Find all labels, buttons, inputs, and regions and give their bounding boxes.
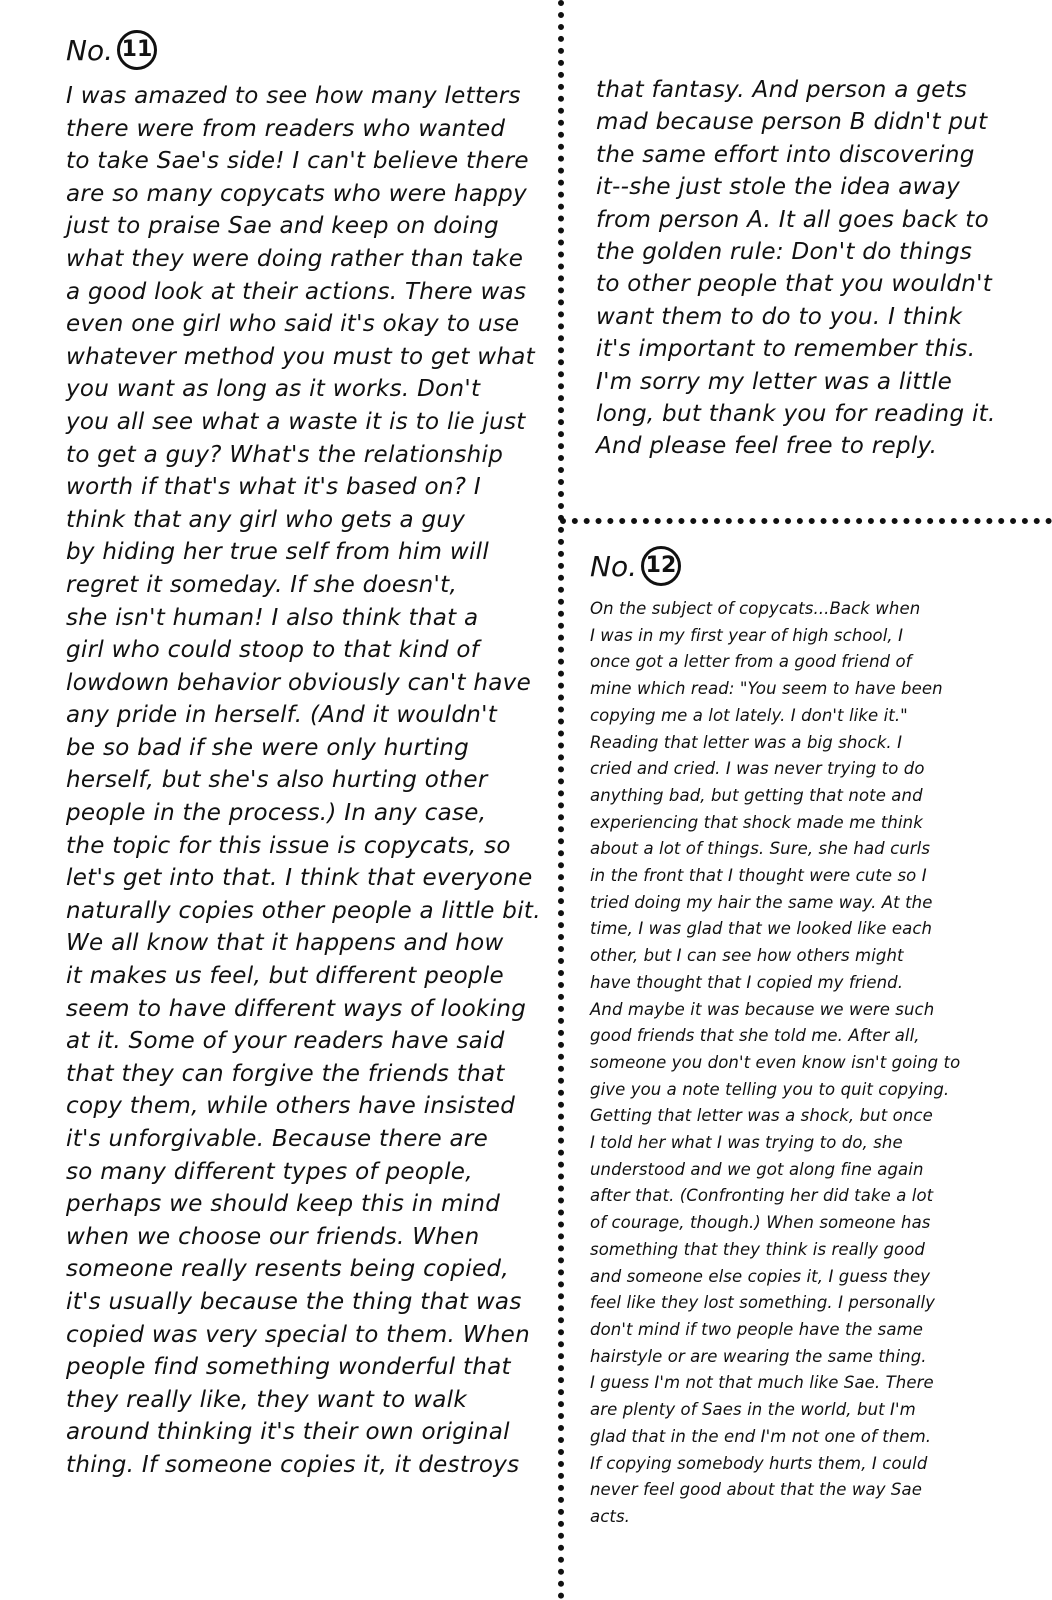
text-line: it's important to remember this. <box>596 336 976 363</box>
text-line: copy them, while others have insisted <box>66 1093 516 1120</box>
text-line: are plenty of Saes in the world, but I'm <box>590 1400 916 1420</box>
letter-11-body <box>66 80 546 1482</box>
text-line: We all know that it happens and how <box>66 930 504 957</box>
text-line: naturally copies other people a little bit. <box>66 897 541 924</box>
text-line: from person A. It all goes back to <box>596 206 989 233</box>
text-line: I'm sorry my letter was a little <box>596 368 953 395</box>
text-line: have thought that I copied my friend. <box>590 972 904 992</box>
text-line: understood and we got along fine again <box>590 1159 924 1179</box>
text-line: once got a letter from a good friend of <box>590 652 912 672</box>
letter-12-body <box>590 596 1010 1531</box>
text-line: of courage, though.) When someone has <box>590 1213 931 1233</box>
text-line: to get a guy? What's the relationship <box>66 441 504 468</box>
text-line: I was in my first year of high school, I <box>590 625 904 645</box>
text-line: about a lot of things. Sure, she had curls <box>590 839 931 859</box>
text-line: Getting that letter was a shock, but once <box>590 1106 933 1126</box>
text-line: lowdown behavior obviously can't have <box>66 669 532 696</box>
text-line: let's get into that. I think that everyone <box>66 865 533 892</box>
text-line: any pride in herself. (And it wouldn't <box>66 702 498 729</box>
text-line: give you a note telling you to quit copying. <box>590 1079 950 1099</box>
text-line: someone really resents being copied, <box>66 1256 509 1283</box>
letter-11-continuation-body <box>596 74 1006 463</box>
text-line: I told her what I was trying to do, she <box>590 1133 903 1153</box>
text-line: never feel good about that the way Sae <box>590 1480 922 1500</box>
text-line: want them to do to you. I think <box>596 303 963 330</box>
text-line: other, but I can see how others might <box>590 946 904 966</box>
text-line: people in the process.) In any case, <box>66 800 487 827</box>
letter-11 <box>66 30 546 1482</box>
text-line: it's unforgivable. Because there are <box>66 1126 489 1152</box>
text-line: there were from readers who wanted <box>66 115 506 142</box>
text-line: at it. Some of your readers have said <box>66 1028 505 1055</box>
text-line: acts. <box>590 1506 630 1526</box>
text-line: just to praise Sae and keep on doing <box>66 213 499 240</box>
text-line: people find something wonderful that <box>66 1354 511 1381</box>
text-line: when we choose our friends. When <box>66 1223 480 1250</box>
text-line: in the front that I thought were cute so I <box>590 866 927 886</box>
text-line: that they can forgive the friends that <box>66 1060 505 1087</box>
text-line: girl who could stoop to that kind of <box>66 637 480 664</box>
text-line: perhaps we should keep this in mind <box>66 1191 501 1218</box>
horizontal-dotted-divider <box>560 518 1052 524</box>
text-line: experiencing that shock made me think <box>590 812 923 832</box>
text-line: glad that in the end I'm not one of them. <box>590 1426 932 1446</box>
text-line: and someone else copies it, I guess they <box>590 1266 931 1286</box>
text-line: time, I was glad that we looked like each <box>590 919 933 939</box>
text-line: she isn't human! I also think that a <box>66 604 479 631</box>
text-line: the topic for this issue is copycats, so <box>66 832 511 859</box>
text-line: what they were doing rather than take <box>66 245 524 272</box>
text-line: to other people that you wouldn't <box>596 271 993 298</box>
text-line: seem to have different ways of looking <box>66 995 527 1022</box>
text-line: so many different types of people, <box>66 1158 473 1185</box>
text-line: to take Sae's side! I can't believe there <box>66 148 529 175</box>
text-line: mine which read: "You seem to have been <box>590 679 943 699</box>
text-line: I guess I'm not that much like Sae. There <box>590 1373 934 1393</box>
text-line: someone you don't even know isn't going to <box>590 1052 961 1072</box>
text-line: long, but thank you for reading it. <box>596 401 996 428</box>
text-line: hairstyle or are wearing the same thing. <box>590 1346 927 1366</box>
text-line: be so bad if she were only hurting <box>66 734 470 761</box>
text-line: by hiding her true self from him will <box>66 539 490 566</box>
text-line: a good look at their actions. There was <box>66 278 527 305</box>
text-line: feel like they lost something. I personally <box>590 1293 935 1313</box>
text-line: And please feel free to reply. <box>596 433 938 460</box>
text-line: herself, but she's also hurting other <box>66 767 488 794</box>
text-line: copying me a lot lately. I don't like it." <box>590 705 908 725</box>
text-line: it--she just stole the idea away <box>596 174 961 201</box>
text-line: I was amazed to see how many letters <box>66 83 521 109</box>
text-line: that fantasy. And person a gets <box>596 77 968 103</box>
text-line: And maybe it was because we were such <box>590 999 935 1019</box>
letter-12-label: No. <box>590 549 637 583</box>
text-line: worth if that's what it's based on? I <box>66 474 481 501</box>
letter-12-heading <box>590 546 1010 586</box>
letter-12-number-badge: 12 <box>641 546 681 586</box>
letter-11-label: No. <box>66 33 113 67</box>
text-line: If copying somebody hurts them, I could <box>590 1453 928 1473</box>
text-line: good friends that she told me. After all, <box>590 1026 920 1046</box>
text-line: whatever method you must to get what <box>66 343 535 370</box>
text-line: regret it someday. If she doesn't, <box>66 571 458 598</box>
letter-11-number-badge: 11 <box>117 30 157 70</box>
text-line: anything bad, but getting that note and <box>590 785 923 805</box>
text-line: it makes us feel, but different people <box>66 963 504 990</box>
text-line: something that they think is really good <box>590 1239 925 1259</box>
text-line: even one girl who said it's okay to use <box>66 311 520 338</box>
text-line: the golden rule: Don't do things <box>596 239 973 266</box>
text-line: Reading that letter was a big shock. I <box>590 732 903 752</box>
text-line: the same effort into discovering <box>596 141 975 168</box>
text-line: mad because person B didn't put <box>596 109 988 136</box>
text-line: don't mind if two people have the same <box>590 1319 924 1339</box>
text-line: thing. If someone copies it, it destroys <box>66 1451 520 1478</box>
text-line: you all see what a waste it is to lie just <box>66 408 526 435</box>
vertical-dotted-divider <box>558 0 564 1600</box>
text-line: they really like, they want to walk <box>66 1386 467 1413</box>
text-line: think that any girl who gets a guy <box>66 506 466 533</box>
text-line: are so many copycats who were happy <box>66 180 527 207</box>
text-line: after that. (Confronting her did take a lot <box>590 1186 934 1206</box>
letter-11-continuation <box>596 74 1006 463</box>
text-line: you want as long as it works. Don't <box>66 376 481 403</box>
text-line: On the subject of copycats...Back when <box>590 599 921 618</box>
text-line: cried and cried. I was never trying to do <box>590 759 925 779</box>
text-line: tried doing my hair the same way. At the <box>590 892 933 912</box>
text-line: around thinking it's their own original <box>66 1419 510 1446</box>
letter-12 <box>590 546 1010 1531</box>
letter-11-heading <box>66 30 546 70</box>
text-line: copied was very special to them. When <box>66 1321 530 1348</box>
text-line: it's usually because the thing that was <box>66 1288 522 1315</box>
